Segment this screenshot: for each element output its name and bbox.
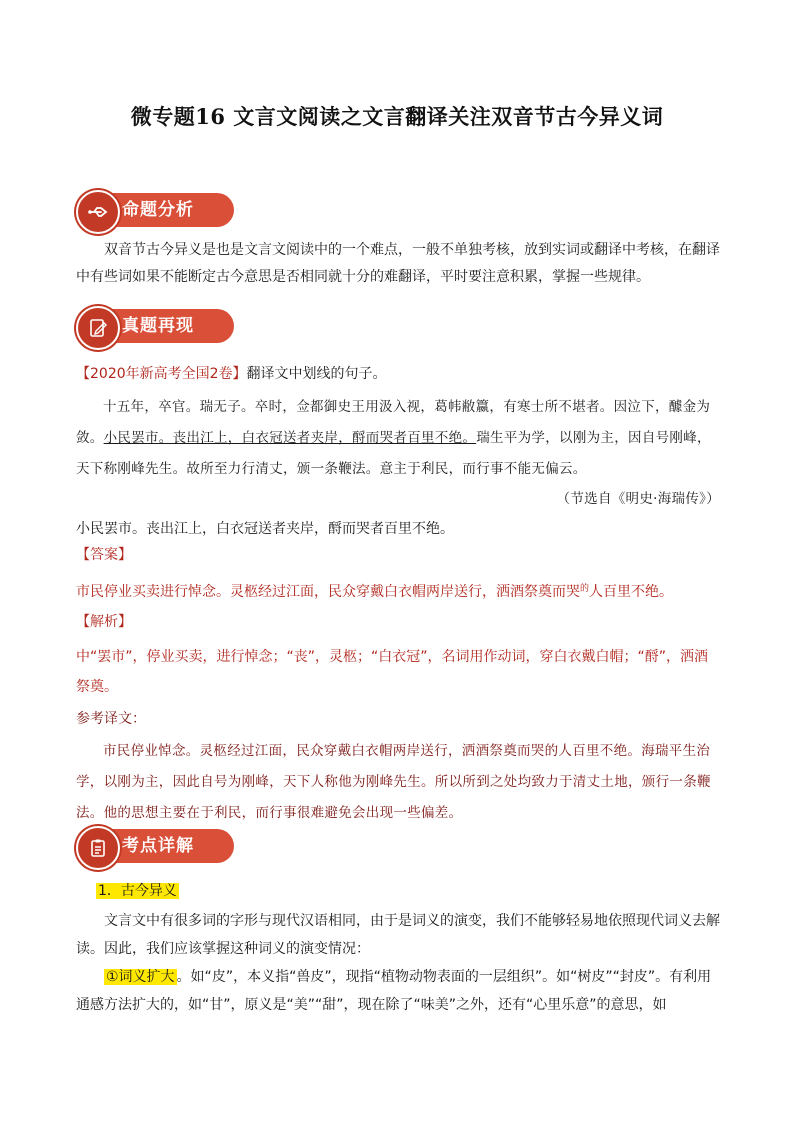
- reference-label: 参考译文：: [76, 711, 146, 727]
- details-intro: 文言文中有很多词的字形与现代汉语相同，由于是词义的演变，我们不能够轻易地依照现代词义去解读。因此，我们应该掌握这种词义的演变情况：: [76, 913, 720, 957]
- passage-underlined-sentence: 小民罢市。丧出江上，白衣冠送者夹岸，酹而哭者百里不绝。: [103, 430, 477, 446]
- point-text: 。如“皮”，本义指“兽皮”，现指“植物动物表面的一层组织”。如“树皮”“封皮”。有利用通感方法扩大的，如“甘”，原义是“美”“甜”，现在除了“味美”之外，还有“心里乐意”的意思，如: [76, 969, 712, 1013]
- page-title: 微专题16 文言文阅读之文言翻译关注双音节古今异义词: [130, 104, 664, 129]
- point-label-highlight: ①词义扩大: [106, 969, 175, 985]
- section-label: 考点详解: [122, 836, 194, 856]
- passage-part-2: 瑞生平为学，以刚为主，因自号刚峰，天下称刚峰先生。故所至力行清丈，颁一条鞭法。意主于利民，而行事不能无偏云。: [76, 430, 711, 477]
- answer-part-1: 市民停业买卖进行悼念。灵柩经过江面，民众穿戴白衣帽两岸送行，洒酒祭奠而哭: [76, 584, 580, 600]
- answer-part-2: 人百里不绝。: [589, 584, 674, 600]
- instruction-text: 翻译文中划线的句子。: [246, 366, 387, 382]
- analysis-paragraph: 双音节古今异义是也是文言文阅读中的一个难点，一般不单独考核，放到实词或翻译中考核，在翻译中有些词如果不能断定古今意思是否相同就十分的难翻译，平时要注意积累，掌握一些规律。: [76, 242, 720, 285]
- section-header-details: [76, 826, 236, 866]
- answer-label: 【答案】: [76, 547, 132, 563]
- classical-passage: [76, 392, 720, 485]
- answer-superscript: 的: [580, 584, 590, 594]
- details-point-paragraph: [76, 963, 720, 1019]
- pencil-note-icon: [76, 306, 120, 350]
- section-header-analysis: [76, 190, 236, 230]
- clipboard-list-icon: [76, 826, 120, 870]
- sub-heading-line: [76, 878, 720, 905]
- source-tag: 【2020年新高考全国2卷】: [76, 366, 247, 382]
- section-label: 真题再现: [122, 316, 194, 336]
- passage-citation: （节选自《明史·海瑞传》）: [556, 491, 720, 507]
- passage-part-1: 十五年，卒官。瑞无子。卒时，佥都御史王用汲入视，葛帏敝籝，有寒士所不堪者。因泣下，醵金为敛。: [76, 399, 711, 446]
- answer-text: [76, 576, 720, 606]
- analysis-label: 【解析】: [76, 614, 132, 630]
- section-header-real-exam: [76, 306, 236, 346]
- section-label: 命题分析: [122, 200, 194, 220]
- analysis-text: 中“罢市”，停业买卖，进行悼念；“丧”，灵柩；“白衣冠”，名词用作动词，穿白衣戴白帽；“酹”，洒酒祭奠。: [76, 649, 709, 695]
- reference-translation: 市民停业悼念。灵柩经过江面，民众穿戴白衣帽两岸送行，洒酒祭奠而哭的人百里不绝。海瑞平生治学，以刚为主，因此自号为刚峰，天下人称他为刚峰先生。所以所到之处均致力于清丈土地，颁行一条鞭法。他的思想主要在于利民，而行事很难避免会出现一些偏差。: [76, 743, 711, 821]
- sub-heading-highlight: 1．古今异义: [98, 883, 177, 899]
- usb-plug-icon: [76, 190, 120, 234]
- exam-instruction-line: [76, 361, 720, 388]
- question-sentence: 小民罢市。丧出江上，白衣冠送者夹岸，酹而哭者百里不绝。: [76, 521, 454, 537]
